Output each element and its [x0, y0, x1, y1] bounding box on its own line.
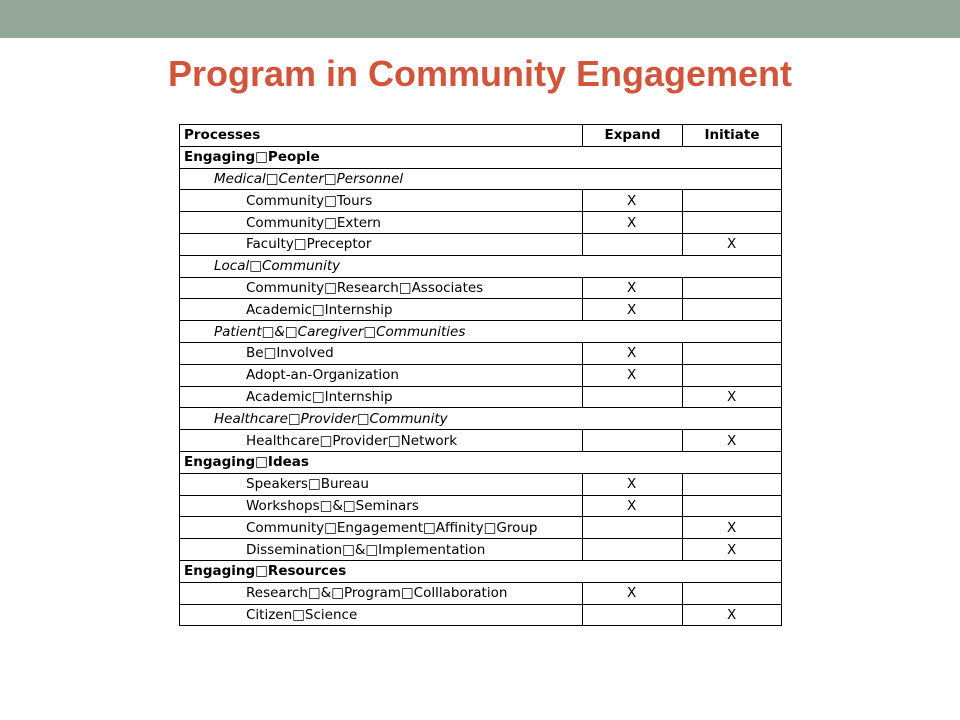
expand-cell	[583, 386, 683, 408]
initiate-cell	[683, 277, 782, 299]
section-row	[180, 451, 782, 473]
table-header-row	[180, 125, 782, 147]
initiate-cell: X	[683, 233, 782, 255]
table-row	[180, 430, 782, 452]
table-row	[180, 582, 782, 604]
process-label: Community□Tours	[180, 190, 583, 212]
process-label: Academic□Internship	[180, 386, 583, 408]
process-label: Citizen□Science	[180, 604, 583, 626]
table-row	[180, 277, 782, 299]
initiate-cell	[683, 342, 782, 364]
initiate-cell	[683, 473, 782, 495]
initiate-cell	[683, 190, 782, 212]
section-row	[180, 560, 782, 582]
table-row	[180, 386, 782, 408]
expand-cell: X	[583, 190, 683, 212]
expand-cell: X	[583, 582, 683, 604]
expand-cell: X	[583, 299, 683, 321]
table-row	[180, 495, 782, 517]
process-label: Community□Engagement□Affinity□Group	[180, 517, 583, 539]
section-label: Engaging□Ideas	[180, 451, 782, 473]
process-label: Research□&□Program□Colllaboration	[180, 582, 583, 604]
initiate-cell: X	[683, 539, 782, 561]
slide-title: Program in Community Engagement	[167, 53, 793, 94]
process-label: Be□Involved	[180, 342, 583, 364]
expand-cell	[583, 517, 683, 539]
expand-cell	[583, 430, 683, 452]
expand-cell	[583, 604, 683, 626]
initiate-cell	[683, 212, 782, 234]
top-accent-bar	[0, 0, 960, 38]
initiate-cell	[683, 495, 782, 517]
process-label: Faculty□Preceptor	[180, 233, 583, 255]
section-row	[180, 146, 782, 168]
table-row	[180, 233, 782, 255]
process-label: Healthcare□Provider□Network	[180, 430, 583, 452]
process-label: Workshops□&□Seminars	[180, 495, 583, 517]
process-label: Adopt-an-Organization	[180, 364, 583, 386]
expand-cell: X	[583, 342, 683, 364]
table-row	[180, 539, 782, 561]
process-label: Community□Research□Associates	[180, 277, 583, 299]
subsection-row	[180, 321, 782, 343]
initiate-cell	[683, 364, 782, 386]
subsection-label: Medical□Center□Personnel	[180, 168, 782, 190]
section-label: Engaging□Resources	[180, 560, 782, 582]
initiate-cell	[683, 582, 782, 604]
expand-cell	[583, 233, 683, 255]
section-label: Engaging□People	[180, 146, 782, 168]
expand-cell: X	[583, 473, 683, 495]
subsection-label: Patient□&□Caregiver□Communities	[180, 321, 782, 343]
table-row	[180, 604, 782, 626]
initiate-cell: X	[683, 386, 782, 408]
table-row	[180, 299, 782, 321]
header-expand: Expand	[583, 125, 683, 147]
header-initiate: Initiate	[683, 125, 782, 147]
process-label: Speakers□Bureau	[180, 473, 583, 495]
process-label: Academic□Internship	[180, 299, 583, 321]
initiate-cell: X	[683, 430, 782, 452]
table-row	[180, 517, 782, 539]
table-row	[180, 190, 782, 212]
initiate-cell	[683, 299, 782, 321]
expand-cell: X	[583, 277, 683, 299]
subsection-label: Local□Community	[180, 255, 782, 277]
processes-table	[179, 124, 782, 626]
subsection-row	[180, 168, 782, 190]
initiate-cell: X	[683, 517, 782, 539]
table-row	[180, 342, 782, 364]
process-label: Dissemination□&□Implementation	[180, 539, 583, 561]
table-row	[180, 364, 782, 386]
table-row	[180, 212, 782, 234]
subsection-row	[180, 255, 782, 277]
expand-cell	[583, 539, 683, 561]
expand-cell: X	[583, 212, 683, 234]
initiate-cell: X	[683, 604, 782, 626]
expand-cell: X	[583, 495, 683, 517]
process-label: Community□Extern	[180, 212, 583, 234]
subsection-row	[180, 408, 782, 430]
table-row	[180, 473, 782, 495]
expand-cell: X	[583, 364, 683, 386]
header-processes: Processes	[180, 125, 583, 147]
subsection-label: Healthcare□Provider□Community	[180, 408, 782, 430]
